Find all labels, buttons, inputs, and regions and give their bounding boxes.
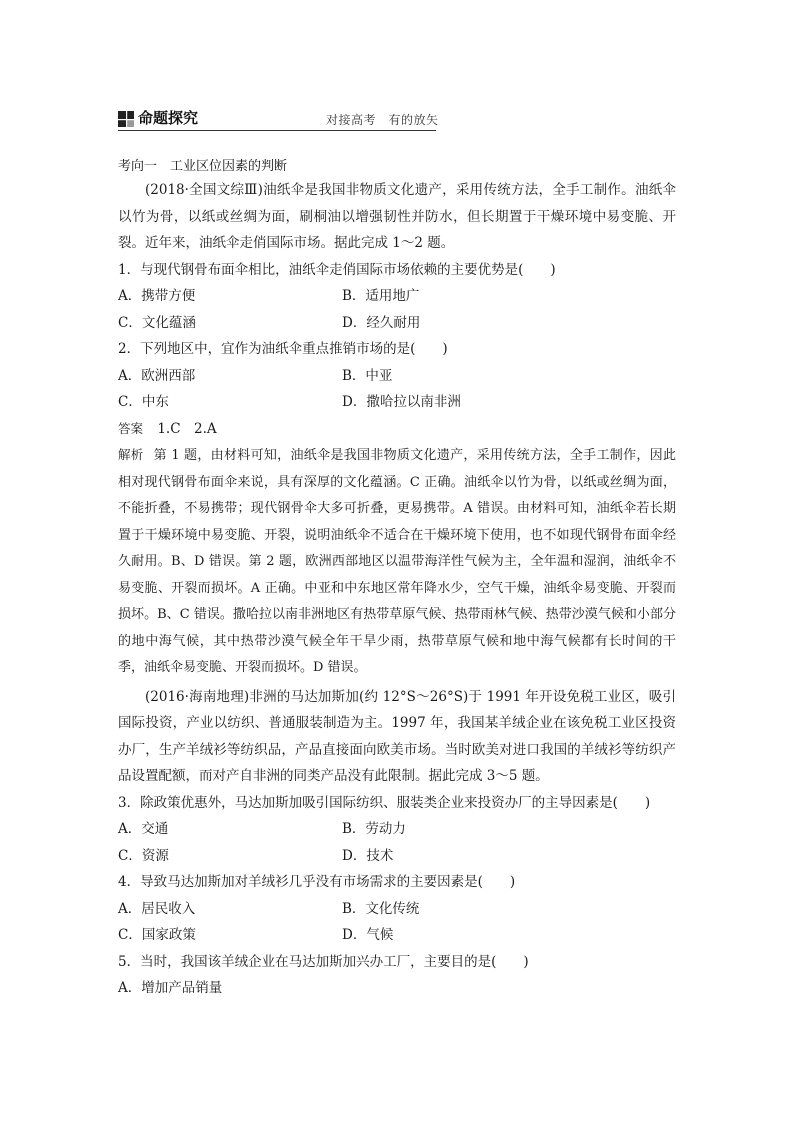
option-a: A．欧洲西部 [118, 367, 196, 384]
question-block-1 [118, 177, 676, 1002]
question-2-options [118, 363, 676, 416]
option-b: B．中亚 [342, 367, 393, 384]
explanation-label: 解析 [118, 447, 144, 462]
question-3-stem: 3．除政策优惠外，马达加斯加吸引国际纺织、服装类企业来投资办厂的主导因素是( ) [118, 794, 651, 811]
header-rule [118, 130, 436, 131]
question-1-stem: 1．与现代钢骨布面伞相比，油纸伞走俏国际市场依赖的主要优势是( ) [118, 261, 556, 278]
section-square-icon [118, 111, 134, 127]
option-b: B．适用地广 [342, 288, 420, 304]
option-c: C．中东 [118, 394, 169, 410]
question-4-stem: 4．导致马达加斯加对羊绒衫几乎没有市场需求的主要因素是( ) [118, 874, 516, 890]
header-subtitle: 对接高考 有的放矢 [326, 113, 439, 127]
question-3-options [118, 816, 676, 869]
material-1: (2018·全国文综Ⅲ)油纸伞是我国非物质文化遗产，采用传统方法，全手工制作。油纸伞以竹为骨，以纸或丝绸为面，刷桐油以增强韧性并防水，但长期置于干燥环境中易变脆、开裂。近年来，油纸伞走俏国际市场。据此完成 1～2 题。 [118, 182, 676, 251]
option-c: C．国家政策 [118, 927, 196, 943]
section-header [118, 104, 678, 132]
option-b: B．文化传统 [342, 900, 420, 917]
option-c: C．文化蕴涵 [118, 314, 196, 331]
question-5-stem: 5．当时，我国该羊绒企业在马达加斯加兴办工厂，主要目的是( ) [118, 953, 529, 970]
option-a: A．居民收入 [118, 900, 196, 917]
option-d: D．气候 [342, 927, 394, 943]
question-2-stem: 2．下列地区中，宜作为油纸伞重点推销市场的是( ) [118, 341, 448, 357]
answer-label: 答案 [118, 420, 144, 436]
option-d: D．经久耐用 [342, 314, 421, 331]
question-4-options [118, 896, 676, 949]
question-5-options [118, 975, 676, 1002]
option-b: B．劳动力 [342, 821, 406, 837]
question-1-options [118, 283, 676, 336]
explanation [118, 442, 676, 682]
option-a: A．携带方便 [118, 288, 196, 304]
answer-line [118, 416, 676, 443]
option-a: A．交通 [118, 821, 169, 837]
option-a: A．增加产品销量 [118, 980, 223, 996]
material-2: (2016·海南地理)非洲的马达加斯加(约 12°S～26°S)于 1991 年开设免税工业区，吸引国际投资，产业以纺织、普通服装制造为主。1997 年，我国某羊绒企业在该免税工业区投资办厂，生产羊绒衫等纺织品，产品直接面向欧美市场。当时欧美对进口我国的羊绒衫等纺织产品设置配额，而对产自非洲的同类产品没有此限制。据此完成 3～5 题。 [118, 688, 676, 784]
option-d: D．撒哈拉以南非洲 [342, 394, 461, 410]
option-c: C．资源 [118, 847, 169, 864]
explanation-text: 第 1 题，由材料可知，油纸伞是我国非物质文化遗产，采用传统方法，全手工制作，因此相对现代钢骨布面伞来说，具有深厚的文化蕴涵。C 正确。油纸伞以竹为骨，以纸或丝绸为面，不能折叠，不易携带；现代钢骨伞大多可折叠，更易携带。A 错误。由材料可知，油纸伞若长期置于干燥环境中易变脆、开裂，说明油纸伞不适合在干燥环境下使用，也不如现代钢骨布面伞经久耐用。B、D 错误。第 2 题，欧洲西部地区以温带海洋性气候为主，全年温和湿润，油纸伞不易变脆、开裂而损坏。A 正确。中亚和中东地区常年降水少，空气干燥，油纸伞易变脆、开裂而损坏。B、C 错误。撒哈拉以南非洲地区有热带草原气候、热带雨林气候、热带沙漠气候和小部分的地中海气候，其中热带沙漠气候全年干旱少雨，热带草原气候和地中海气候都有长时间的干季，油纸伞易变脆、开裂而损坏。D 错误。 [118, 448, 676, 675]
option-d: D．技术 [342, 847, 394, 864]
section-title: 考向一 工业区位因素的判断 [118, 159, 288, 174]
header-title: 命题探究 [138, 109, 199, 127]
answer-text: 1.C 2.A [157, 420, 217, 437]
